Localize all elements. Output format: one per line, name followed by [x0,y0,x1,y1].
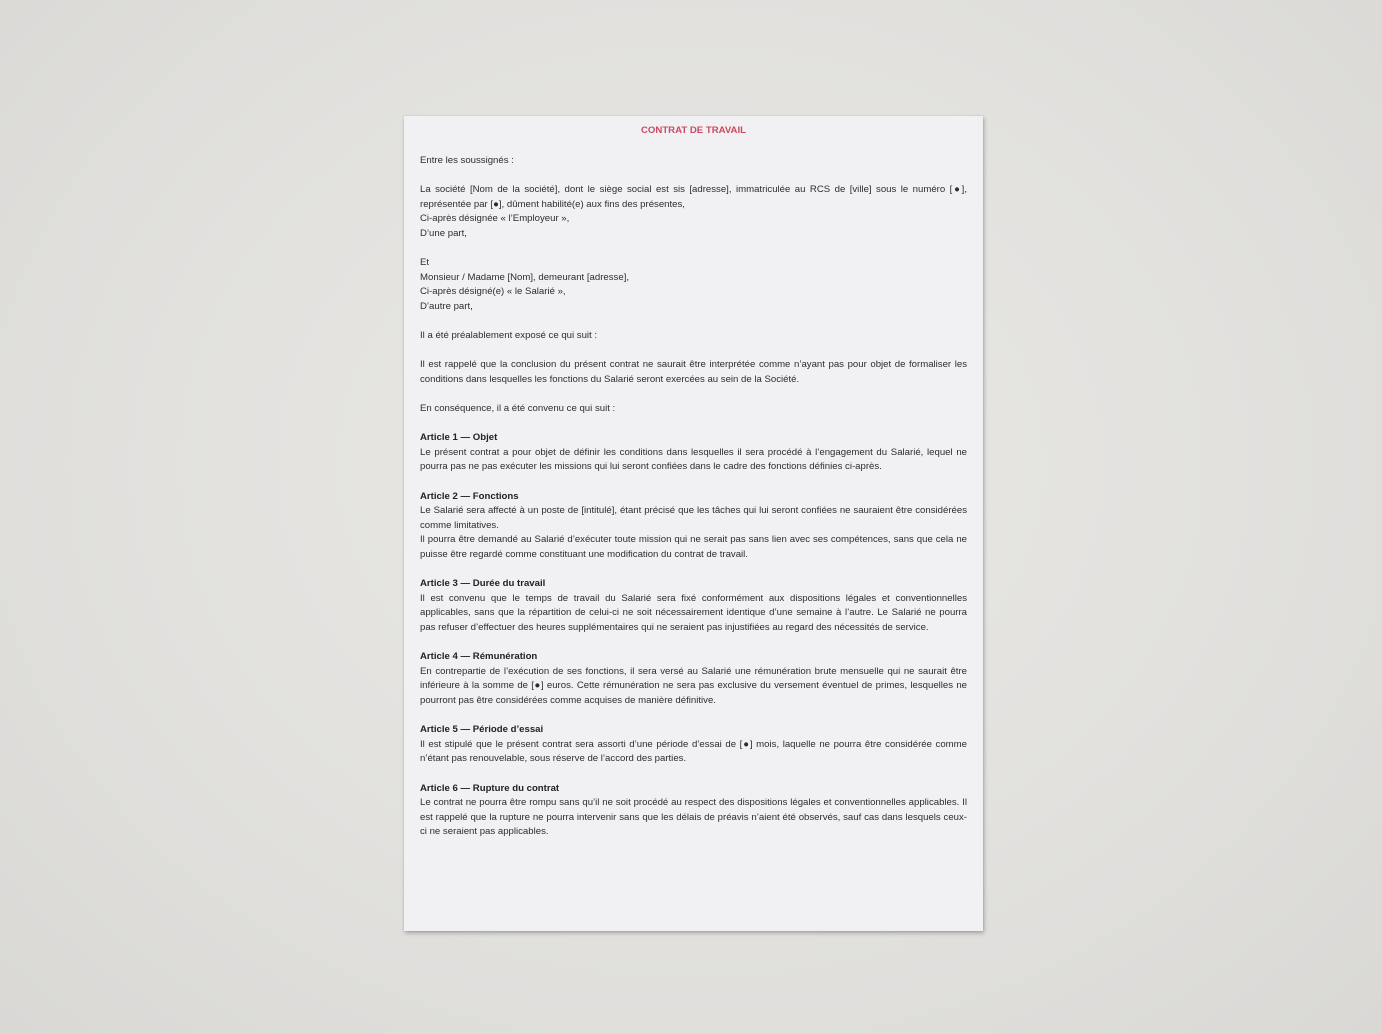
article-paragraph: Il pourra être demandé au Salarié d’exécuter toute mission qui ne serait pas sans lien avec ses compétences, sans que cela ne puisse être regardé comme constituant une modification du contrat de travail. [420,534,967,561]
spacer [420,169,967,184]
spacer [420,344,967,359]
employee-party: D’autre part, [420,300,473,312]
contract-page [404,116,983,931]
article-paragraph: Il est stipulé que le présent contrat sera assorti d’une période d’essai de [●] mois, laquelle ne pourra être considérée comme n’étant pas renouvelable, sous réserve de l’accord des parties. [420,738,967,765]
article-3 [420,577,967,635]
article-4 [420,650,967,708]
article-paragraph: Le Salarié sera affecté à un poste de [intitulé], étant précisé que les tâches qui lui seront confiées ne sauraient être considérées comme limitatives. [420,505,967,531]
employer-party: D’une part, [420,227,467,239]
intro-exposed: Il a été préalablement exposé ce qui suit : [420,330,598,342]
intro-agreed: En conséquence, il a été convenu ce qui suit : [420,403,616,415]
article-paragraph: Il est convenu que le temps de travail du Salarié sera fixé conformément aux dispositions légales et conventionnelles applicables, sans que la répartition de celui-ci ne soit nécessairement identique d’une semaine à l’autre. Le Salarié ne pourra pas refuser d’effectuer des heures supplémentaires qui ne seraient pas injustifiées au regard des nécessités de service. [420,592,967,633]
spacer [420,242,967,257]
article-5 [420,723,967,767]
article-title: Article 6 — Rupture du contrat [420,782,560,794]
spacer [420,417,967,432]
article-paragraph: En contrepartie de l’exécution de ses fonctions, il sera versé au Salarié une rémunération brute mensuelle qui ne saurait être inférieure à la somme de [●] euros. Cette rémunération ne sera pas exclusive du versement éventuel de primes, lesquelles ne pourront pas être considérées comme acquises de manière définitive. [420,665,967,706]
employee-designation: Ci-après désigné(e) « le Salarié », [420,286,566,298]
document-title: CONTRAT DE TRAVAIL [641,125,746,136]
spacer [420,388,967,403]
article-2 [420,490,967,563]
employer-identity: La société [Nom de la société], dont le siège social est sis [adresse], immatriculée au RCS de [ville] sous le numéro [●], représentée par [●], dûment habilité(e) aux fins des présentes, [420,184,967,210]
article-paragraph: Le présent contrat a pour objet de définir les conditions dans lesquelles il sera procédé à l’engagement du Salarié, lequel ne pourra pas ne pas exécuter les missions qui lui seront confiées dans le cadre des fonctions définies ci-après. [420,446,967,473]
article-title: Article 2 — Fonctions [420,490,519,502]
article-title: Article 1 — Objet [420,432,498,444]
spacer [420,315,967,330]
spacer [420,475,967,490]
spacer [420,636,967,651]
intro-and: Et [420,257,430,269]
spacer [420,563,967,578]
intro-between: Entre les soussignés : [420,155,514,166]
article-paragraph: Le contrat ne pourra être rompu sans qu’il ne soit procédé au respect des dispositions légales et conventionnelles applicables. Il est rappelé que la rupture ne pourra intervenir sans que les délais de préavis n’aient été observés, sauf cas dans lesquels ceux-ci ne seraient pas applicables. [420,797,967,838]
spacer [420,709,967,724]
article-title: Article 5 — Période d’essai [420,724,544,736]
article-title: Article 4 — Rémunération [420,651,538,663]
employer-designation: Ci-après désignée « l’Employeur », [420,213,570,225]
intro-recital: Il est rappelé que la conclusion du présent contrat ne saurait être interprétée comme n’ayant pas pour objet de formaliser les conditions dans lesquelles les fonctions du Salarié seront exercées au sein de la Société. [420,359,967,385]
spacer [420,767,967,782]
article-title: Article 3 — Durée du travail [420,578,546,590]
employee-identity: Monsieur / Madame [Nom], demeurant [adresse], [420,271,630,283]
article-6 [420,782,967,840]
article-1 [420,431,967,475]
